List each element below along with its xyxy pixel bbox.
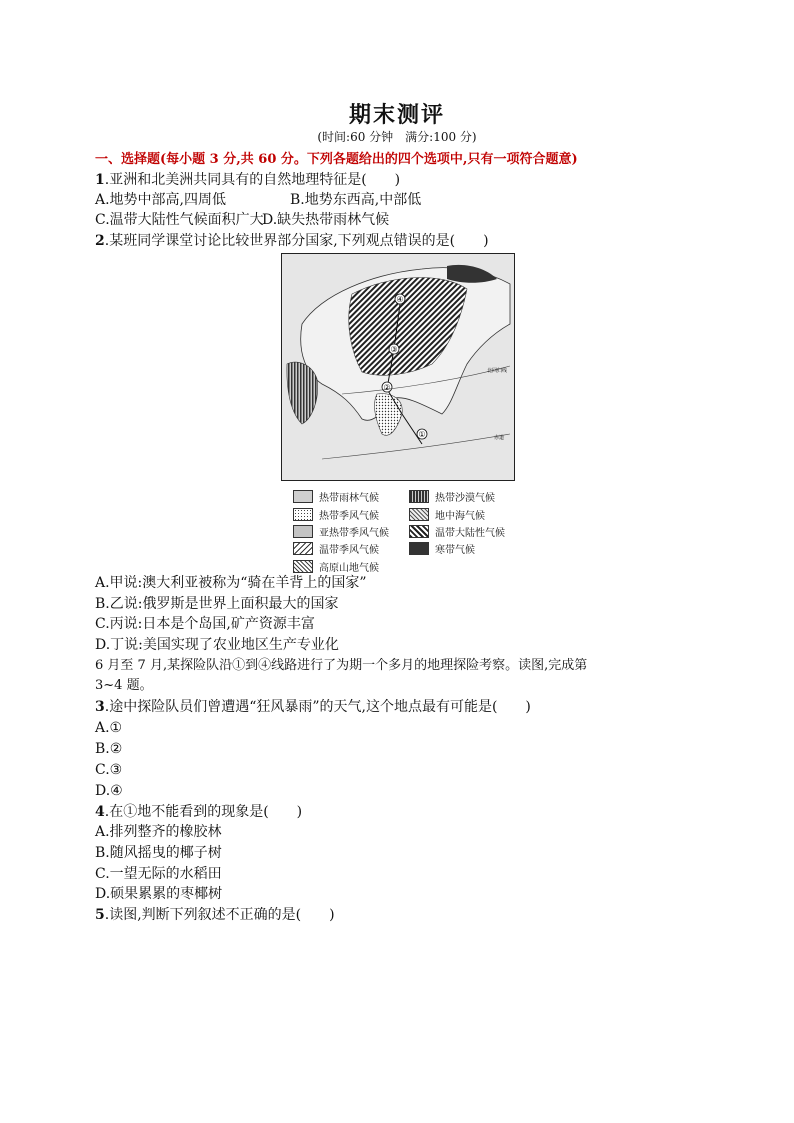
legend-item bbox=[409, 507, 485, 522]
legend-item bbox=[409, 524, 505, 539]
question-4-option-d: D.硕果累累的枣椰树 bbox=[95, 886, 223, 902]
page-title: 期末测评 bbox=[348, 103, 445, 128]
question-text: .亚洲和北美洲共同具有的自然地理特征是( ) bbox=[104, 172, 401, 188]
question-text: .读图,判断下列叙述不正确的是( ) bbox=[104, 907, 335, 923]
question-number: 4 bbox=[95, 804, 105, 820]
question-number: 1 bbox=[95, 172, 105, 188]
legend-label: 热带沙漠气候 bbox=[435, 493, 495, 504]
legend-item bbox=[293, 507, 379, 522]
section-heading: 一、选择题(每小题 3 分,共 60 分。下列各题给出的四个选项中,只有一项符合题意) bbox=[95, 152, 578, 167]
legend-label: 温带季风气候 bbox=[319, 545, 379, 556]
legend-item bbox=[409, 489, 495, 504]
mediterranean-swatch bbox=[409, 508, 429, 521]
tropical-monsoon-swatch bbox=[293, 508, 313, 521]
question-text: .某班同学课堂讨论比较世界部分国家,下列观点错误的是( ) bbox=[104, 233, 489, 249]
equator-label: 赤道 bbox=[494, 435, 505, 441]
question-1-stem bbox=[95, 170, 400, 190]
legend-label: 温带大陆性气候 bbox=[435, 528, 505, 539]
legend-label: 高原山地气候 bbox=[319, 563, 379, 574]
question-1-option-a: A.地势中部高,四周低 bbox=[95, 192, 227, 208]
legend-item bbox=[293, 489, 379, 504]
tropical-rainforest-swatch bbox=[293, 490, 313, 503]
question-1-option-d: D.缺失热带雨林气候 bbox=[262, 212, 390, 228]
marker-3-label: ③ bbox=[390, 345, 398, 354]
question-1-option-b: B.地势东西高,中部低 bbox=[290, 192, 422, 208]
tropical-desert-swatch bbox=[409, 490, 429, 503]
polar-swatch bbox=[409, 542, 429, 555]
legend-label: 地中海气候 bbox=[435, 511, 485, 522]
question-2-stem bbox=[95, 231, 489, 251]
legend-item bbox=[409, 541, 475, 556]
subtropical-monsoon-swatch bbox=[293, 525, 313, 538]
marker-2-label: ② bbox=[383, 383, 391, 392]
question-3-option-d: D.④ bbox=[95, 783, 123, 799]
question-text: .途中探险队员们曾遭遇“狂风暴雨”的天气,这个地点最有可能是( ) bbox=[104, 699, 531, 715]
question-2-option-d: D.丁说:美国实现了农业地区生产专业化 bbox=[95, 637, 339, 653]
highland-swatch bbox=[293, 560, 313, 573]
question-text: .在①地不能看到的现象是( ) bbox=[104, 804, 303, 820]
legend-label: 寒带气候 bbox=[435, 545, 475, 556]
question-4-option-c: C.一望无际的水稻田 bbox=[95, 866, 222, 882]
question-number: 3 bbox=[95, 699, 105, 715]
legend-item bbox=[293, 541, 379, 556]
exam-info: (时间:60 分钟 满分:100 分) bbox=[317, 130, 477, 144]
map-drawing bbox=[282, 254, 514, 480]
tropic-label: 北回归线 bbox=[487, 368, 508, 374]
group-intro-line-2: 3~4 题。 bbox=[95, 678, 153, 693]
question-3-option-b: B.② bbox=[95, 741, 123, 757]
question-4-option-a: A.排列整齐的橡胶林 bbox=[95, 824, 222, 840]
question-2-option-c: C.丙说:日本是个岛国,矿产资源丰富 bbox=[95, 616, 315, 632]
question-3-option-c: C.③ bbox=[95, 762, 123, 778]
legend-item bbox=[293, 524, 389, 539]
map-legend bbox=[293, 489, 543, 573]
question-4-stem bbox=[95, 802, 302, 822]
question-2-option-b: B.乙说:俄罗斯是世界上面积最大的国家 bbox=[95, 596, 339, 612]
legend-label: 热带季风气候 bbox=[319, 511, 379, 522]
question-number: 5 bbox=[95, 907, 105, 923]
question-3-option-a: A.① bbox=[95, 720, 123, 736]
legend-label: 热带雨林气候 bbox=[319, 493, 379, 504]
temperate-monsoon-swatch bbox=[293, 542, 313, 555]
marker-4-label: ④ bbox=[396, 295, 404, 304]
question-number: 2 bbox=[95, 233, 105, 249]
question-4-option-b: B.随风摇曳的椰子树 bbox=[95, 845, 222, 861]
question-2-option-a: A.甲说:澳大利亚被称为“骑在羊背上的国家” bbox=[95, 575, 367, 591]
legend-label: 亚热带季风气候 bbox=[319, 528, 389, 539]
temperate-continental-swatch bbox=[409, 525, 429, 538]
marker-1-label: ① bbox=[418, 430, 426, 439]
question-1-option-c: C.温带大陆性气候面积广大 bbox=[95, 212, 264, 228]
asia-climate-map bbox=[281, 253, 515, 481]
question-5-stem bbox=[95, 905, 335, 925]
group-intro-line-1: 6 月至 7 月,某探险队沿①到④线路进行了为期一个多月的地理探险考察。读图,完成第 bbox=[95, 658, 588, 673]
question-3-stem bbox=[95, 697, 531, 717]
legend-item bbox=[293, 559, 379, 574]
